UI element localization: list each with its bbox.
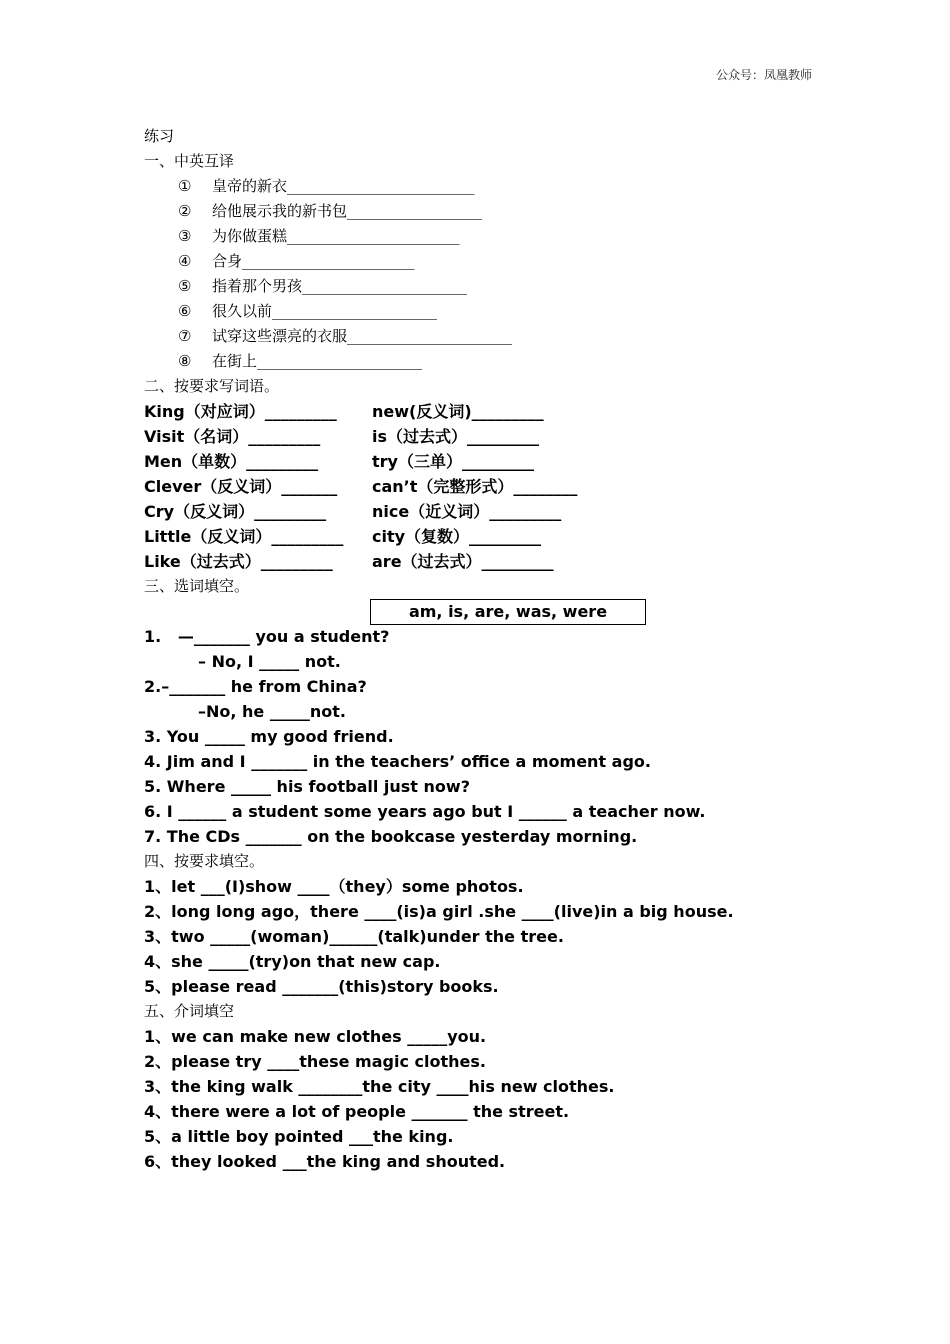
word-pair-row: [144, 399, 824, 424]
item-number: ④: [178, 252, 192, 270]
item-number: ⑤: [178, 277, 192, 295]
word-left: King（对应词）_________: [144, 402, 337, 421]
word-right: try（三单）_________: [372, 452, 534, 471]
exercise-line: 2、please try ____these magic clothes.: [144, 1052, 486, 1071]
item-text: 给他展示我的新书包__________________: [212, 202, 483, 220]
word-left: Visit（名词）_________: [144, 427, 321, 446]
translation-item: [144, 274, 824, 299]
header-note: 公众号：凤凰教师: [715, 68, 812, 82]
word-right: nice（近义词）_________: [372, 502, 562, 521]
item-text: 很久以前______________________: [212, 302, 438, 320]
exercise-line: 4. Jim and I _______ in the teachers’ office a moment ago.: [144, 752, 651, 771]
word-right: are（过去式）_________: [372, 552, 554, 571]
item-text: 合身_______________________: [212, 252, 415, 270]
item-text: 皇帝的新衣_________________________: [212, 177, 475, 195]
worksheet-body: [144, 124, 824, 1174]
item-number: ②: [178, 202, 192, 220]
item-number: ⑦: [178, 327, 192, 345]
page-title: 练习: [144, 127, 175, 145]
word-pair-row: [144, 524, 824, 549]
translation-item: [144, 324, 824, 349]
translation-item: [144, 199, 824, 224]
translation-item: [144, 174, 824, 199]
word-left: Men（单数）_________: [144, 452, 319, 471]
exercise-line: 1、we can make new clothes _____you.: [144, 1027, 487, 1046]
exercise-line: 5、please read _______(this)story books.: [144, 977, 499, 996]
word-right: new(反义词)_________: [372, 402, 544, 421]
translation-item: [144, 249, 824, 274]
exercise-line: 4、there were a lot of people _______ the street.: [144, 1102, 570, 1121]
exercise-line: 5. Where _____ his football just now?: [144, 777, 470, 796]
exercise-line: 3、the king walk ________the city ____his new clothes.: [144, 1077, 615, 1096]
word-left: Clever（反义词）_______: [144, 477, 338, 496]
exercise-line: – No, I _____ not.: [198, 652, 341, 671]
exercise-line: 2.–_______ he from China?: [144, 677, 367, 696]
word-pair-row: [144, 449, 824, 474]
word-pair-row: [144, 499, 824, 524]
item-text: 试穿这些漂亮的衣服______________________: [212, 327, 513, 345]
exercise-line: –No, he _____not.: [198, 702, 346, 721]
item-text: 指着那个男孩______________________: [212, 277, 468, 295]
section4-heading: 四、按要求填空。: [144, 852, 265, 870]
word-right: is（过去式）_________: [372, 427, 540, 446]
exercise-line: 2、long long ago，there ____(is)a girl .she ____(live)in a big house.: [144, 902, 734, 921]
section5-heading: 五、介词填空: [144, 1002, 235, 1020]
translation-item: [144, 349, 824, 374]
word-pair-row: [144, 424, 824, 449]
exercise-line: 6、they looked ___the king and shouted.: [144, 1152, 506, 1171]
exercise-line: 3. You _____ my good friend.: [144, 727, 394, 746]
word-right: city（复数）_________: [372, 527, 542, 546]
item-number: ③: [178, 227, 192, 245]
section2-heading: 二、按要求写词语。: [144, 377, 280, 395]
exercise-line: 7. The CDs _______ on the bookcase yesterday morning.: [144, 827, 638, 846]
item-text: 在街上______________________: [212, 352, 423, 370]
section3-heading: 三、选词填空。: [144, 577, 250, 595]
exercise-line: 1. —_______ you a student?: [144, 627, 390, 646]
exercise-line: 3、two _____(woman)______(talk)under the tree.: [144, 927, 564, 946]
word-pair-row: [144, 549, 824, 574]
item-number: ①: [178, 177, 192, 195]
translation-item: [144, 299, 824, 324]
item-text: 为你做蛋糕_______________________: [212, 227, 460, 245]
exercise-line: 6. I ______ a student some years ago but I ______ a teacher now.: [144, 802, 706, 821]
item-number: ⑧: [178, 352, 192, 370]
word-left: Cry（反义词）_________: [144, 502, 327, 521]
word-left: Like（过去式）_________: [144, 552, 333, 571]
exercise-line: 4、she _____(try)on that new cap.: [144, 952, 441, 971]
item-number: ⑥: [178, 302, 192, 320]
word-right: can’t（完整形式）________: [372, 477, 578, 496]
exercise-line: 5、a little boy pointed ___the king.: [144, 1127, 454, 1146]
translation-item: [144, 224, 824, 249]
exercise-line: 1、let ___(I)show ____（they）some photos.: [144, 877, 524, 896]
section1-heading: 一、中英互译: [144, 152, 235, 170]
word-left: Little（反义词）_________: [144, 527, 344, 546]
word-box-row: [144, 599, 824, 624]
word-pair-row: [144, 474, 824, 499]
word-box: am, is, are, was, were: [370, 599, 646, 625]
